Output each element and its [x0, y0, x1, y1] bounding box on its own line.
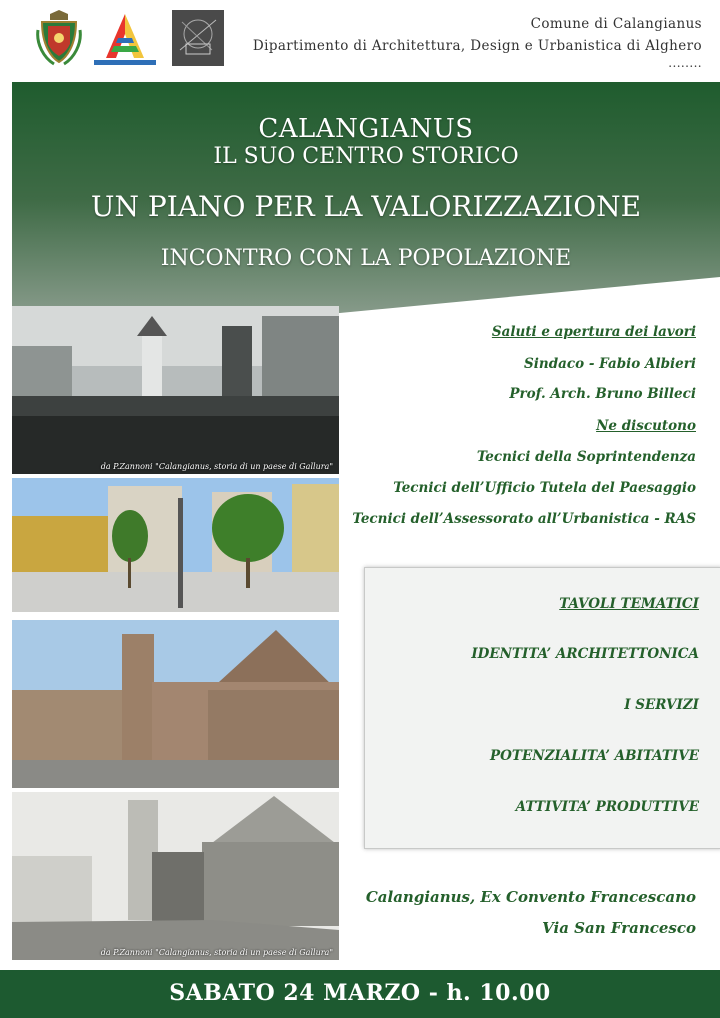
- tavoli-tematici-box: [364, 567, 720, 849]
- tavolo-attivita: ATTIVITA’ PRODUTTIVE: [515, 799, 699, 815]
- date-footer-bar: [0, 970, 720, 1018]
- historic-crowd-photo: [12, 306, 339, 474]
- tavolo-identita: IDENTITA’ ARCHITETTONICA: [471, 646, 699, 662]
- program-heading-saluti: Saluti e apertura dei lavori: [491, 324, 696, 340]
- photo-credit-bottom: da P.Zannoni "Calangianus, storia di un paese di Gallura": [100, 948, 333, 957]
- tavoli-heading: TAVOLI TEMATICI: [559, 596, 699, 612]
- program-speaker-professor: Prof. Arch. Bruno Billeci: [509, 386, 696, 402]
- program-panel-urbanistica: Tecnici dell’Assessorato all’Urbanistica - RAS: [352, 511, 696, 527]
- banner-title-piano: UN PIANO PER LA VALORIZZAZIONE: [90, 190, 642, 223]
- architettura-alghero-logo: [92, 10, 158, 66]
- banner-title-centro: IL SUO CENTRO STORICO: [213, 144, 519, 169]
- event-street: Via San Francesco: [542, 919, 696, 937]
- program-panel-paesaggio: Tecnici dell’Ufficio Tutela del Paesaggio: [393, 480, 696, 496]
- tavolo-potenzialita: POTENZIALITA’ ABITATIVE: [490, 748, 699, 764]
- institution-ellipsis: ........: [668, 56, 702, 70]
- department-logo: [172, 10, 224, 66]
- coat-of-arms-logo: [36, 10, 82, 66]
- institution-department: Dipartimento di Architettura, Design e Urbanistica di Alghero: [252, 38, 702, 54]
- program-panel-soprintendenza: Tecnici della Soprintendenza: [476, 449, 696, 465]
- church-color-photo: [12, 620, 339, 788]
- tavolo-servizi: I SERVIZI: [624, 697, 699, 713]
- church-historic-photo: [12, 792, 339, 960]
- event-venue: Calangianus, Ex Convento Francescano: [365, 888, 696, 906]
- banner-title-town: CALANGIANUS: [258, 114, 474, 144]
- event-datetime: SABATO 24 MARZO - h. 10.00: [169, 980, 551, 1006]
- institution-comune: Comune di Calangianus: [530, 16, 702, 32]
- photo-credit-top: da P.Zannoni "Calangianus, storia di un paese di Gallura": [100, 462, 333, 471]
- banner-title-incontro: INCONTRO CON LA POPOLAZIONE: [160, 246, 572, 271]
- piazza-photo: [12, 478, 339, 612]
- program-speaker-sindaco: Sindaco - Fabio Albieri: [524, 356, 696, 372]
- program-heading-discutono: Ne discutono: [596, 418, 696, 434]
- title-banner: [12, 82, 720, 344]
